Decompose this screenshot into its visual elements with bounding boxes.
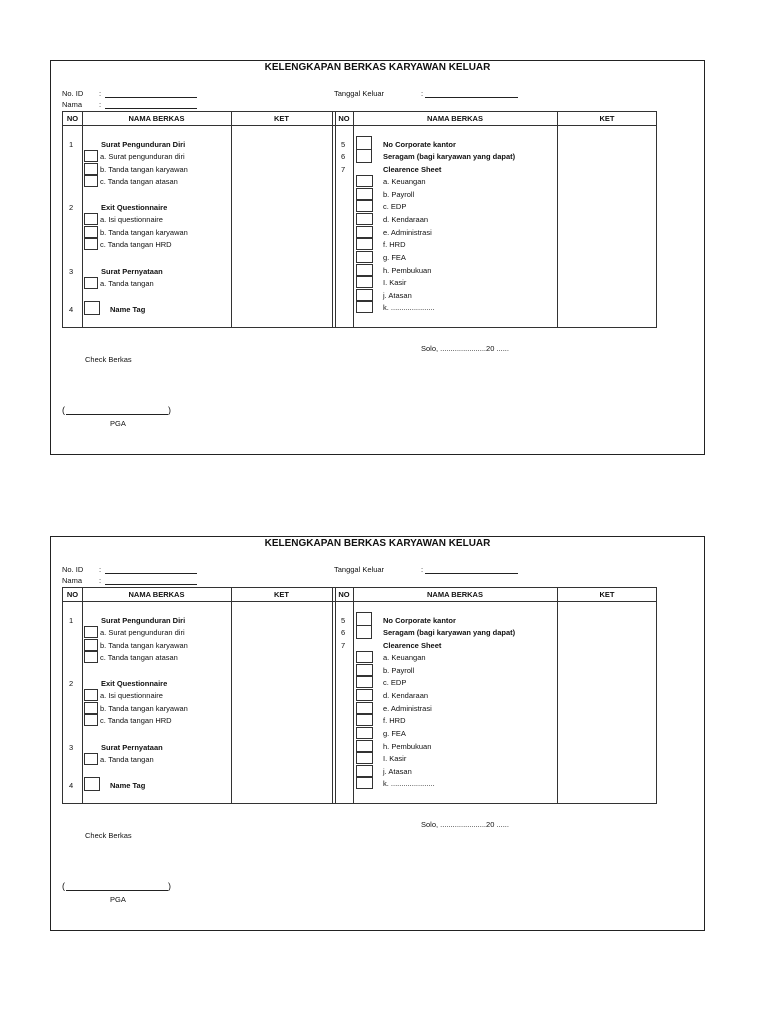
item-clearence-sheet: Clearence Sheet	[383, 165, 442, 174]
sub-item: b. Payroll	[383, 666, 415, 675]
row-number: 4	[69, 781, 74, 790]
sub-item: c. Tanda tangan atasan	[100, 653, 178, 662]
sub-item: d. Kendaraan	[383, 691, 429, 700]
table-header-divider	[63, 125, 656, 126]
col-divider	[335, 112, 336, 327]
nama-label: Nama	[62, 100, 83, 109]
no-id-colon: :	[99, 89, 102, 98]
checkbox[interactable]	[356, 188, 373, 200]
checkbox[interactable]	[84, 714, 98, 726]
checkbox[interactable]	[356, 689, 373, 701]
sub-item: I. Kasir	[383, 754, 407, 763]
checkbox[interactable]	[84, 626, 98, 638]
sub-item: b. Tanda tangan karyawan	[100, 704, 188, 713]
tanggal-keluar-field[interactable]	[425, 573, 518, 574]
item-exit-questionnaire: Exit Questionnaire	[101, 679, 168, 688]
checkbox[interactable]	[356, 175, 373, 187]
sub-item: a. Surat pengunduran diri	[100, 628, 185, 637]
sub-item: e. Administrasi	[383, 228, 432, 237]
checkbox[interactable]	[356, 289, 373, 301]
col-divider	[332, 588, 333, 803]
sub-item: g. FEA	[383, 253, 406, 262]
checkbox[interactable]	[84, 163, 98, 175]
header-nama-berkas: NAMA BERKAS	[427, 114, 483, 123]
header-ket: KET	[274, 114, 289, 123]
sub-item: f. HRD	[383, 716, 406, 725]
checkbox[interactable]	[84, 689, 98, 701]
sub-item: c. EDP	[383, 678, 407, 687]
row-number: 3	[69, 267, 74, 276]
sub-item: b. Tanda tangan karyawan	[100, 165, 188, 174]
berkas-table	[62, 111, 657, 328]
signature-line[interactable]	[66, 890, 168, 891]
checkbox[interactable]	[84, 175, 98, 187]
header-ket: KET	[599, 590, 615, 599]
checkbox[interactable]	[356, 765, 373, 777]
tanggal-keluar-label: Tanggal Keluar	[334, 89, 385, 98]
item-name-tag: Name Tag	[110, 305, 146, 314]
row-number: 1	[69, 616, 74, 625]
checkbox[interactable]	[356, 664, 373, 676]
sub-item: k. .....................	[383, 303, 435, 312]
sub-item: c. Tanda tangan HRD	[100, 716, 172, 725]
tanggal-colon: :	[421, 89, 424, 98]
checkbox[interactable]	[84, 213, 98, 225]
row-number: 5	[341, 616, 346, 625]
row-number: 6	[341, 628, 346, 637]
sub-item: d. Kendaraan	[383, 215, 429, 224]
nama-colon: :	[99, 100, 102, 109]
checkbox[interactable]	[356, 702, 373, 714]
checkbox[interactable]	[356, 301, 373, 313]
checkbox[interactable]	[84, 777, 100, 791]
form-title: KELENGKAPAN BERKAS KARYAWAN KELUAR	[264, 538, 491, 549]
checkbox[interactable]	[356, 136, 372, 150]
checkbox[interactable]	[84, 639, 98, 651]
sub-item: h. Pembukuan	[383, 742, 432, 751]
checkbox[interactable]	[356, 213, 373, 225]
no-id-label: No. ID	[62, 89, 84, 98]
pga-label: PGA	[110, 895, 126, 904]
sub-item: c. Tanda tangan HRD	[100, 240, 172, 249]
checkbox[interactable]	[356, 676, 373, 688]
berkas-table	[62, 587, 657, 804]
item-surat-pengunduran-diri: Surat Pengunduran Diri	[101, 616, 186, 625]
checkbox[interactable]	[84, 753, 98, 765]
checkbox[interactable]	[356, 149, 372, 163]
checkbox[interactable]	[84, 238, 98, 250]
header-no: NO	[66, 590, 79, 599]
row-number: 2	[69, 203, 74, 212]
sub-item: b. Tanda tangan karyawan	[100, 228, 188, 237]
row-number: 6	[341, 152, 346, 161]
checkbox[interactable]	[356, 752, 373, 764]
item-exit-questionnaire: Exit Questionnaire	[101, 203, 168, 212]
checkbox[interactable]	[84, 226, 98, 238]
sub-item: k. .....................	[383, 779, 435, 788]
sub-item: I. Kasir	[383, 278, 407, 287]
sub-item: g. FEA	[383, 729, 406, 738]
sub-item: b. Payroll	[383, 190, 415, 199]
checkbox[interactable]	[356, 651, 373, 663]
nama-colon: :	[99, 576, 102, 585]
header-nama-berkas: NAMA BERKAS	[128, 590, 185, 599]
sub-item: a. Tanda tangan	[100, 279, 154, 288]
row-number: 5	[341, 140, 346, 149]
item-no-corporate-kantor: No Corporate kantor	[383, 140, 456, 149]
sub-item: a. Isi questionnaire	[100, 691, 163, 700]
checkbox[interactable]	[84, 651, 98, 663]
sub-item: f. HRD	[383, 240, 406, 249]
sub-item: j. Atasan	[383, 767, 412, 776]
nama-field[interactable]	[105, 108, 197, 109]
col-divider	[231, 112, 232, 327]
check-berkas-label: Check Berkas	[85, 355, 132, 364]
tanggal-colon: :	[421, 565, 424, 574]
row-number: 1	[69, 140, 74, 149]
sub-item: e. Administrasi	[383, 704, 432, 713]
checkbox[interactable]	[356, 200, 373, 212]
item-clearence-sheet: Clearence Sheet	[383, 641, 442, 650]
header-no: NO	[338, 114, 350, 123]
checkbox[interactable]	[356, 727, 373, 739]
checkbox[interactable]	[356, 625, 372, 639]
checkbox[interactable]	[356, 777, 373, 789]
nama-field[interactable]	[105, 584, 197, 585]
tanggal-keluar-label: Tanggal Keluar	[334, 565, 385, 574]
checkbox[interactable]	[356, 238, 373, 250]
header-no: NO	[338, 590, 350, 599]
col-divider	[82, 112, 83, 327]
sub-item: h. Pembukuan	[383, 266, 432, 275]
no-id-label: No. ID	[62, 565, 84, 574]
solo-date: Solo, ......................20 ......	[421, 344, 509, 353]
sub-item: a. Keuangan	[383, 653, 426, 662]
checkbox[interactable]	[84, 150, 98, 162]
item-seragam: Seragam (bagi karyawan yang dapat)	[383, 152, 516, 161]
checkbox[interactable]	[356, 714, 373, 726]
item-name-tag: Name Tag	[110, 781, 146, 790]
no-id-field[interactable]	[105, 573, 197, 574]
col-divider	[332, 112, 333, 327]
checkbox[interactable]	[84, 301, 100, 315]
signature-open: (	[62, 405, 65, 415]
signature-close: )	[168, 405, 171, 415]
sub-item: a. Surat pengunduran diri	[100, 152, 185, 161]
checkbox[interactable]	[356, 264, 373, 276]
form-title: KELENGKAPAN BERKAS KARYAWAN KELUAR	[264, 62, 491, 73]
sub-item: c. EDP	[383, 202, 407, 211]
checkbox[interactable]	[84, 702, 98, 714]
checkbox[interactable]	[356, 612, 372, 626]
col-divider	[557, 112, 558, 327]
sub-item: a. Tanda tangan	[100, 755, 154, 764]
col-divider	[231, 588, 232, 803]
col-divider	[82, 588, 83, 803]
table-header-divider	[63, 601, 656, 602]
item-surat-pernyataan: Surat Pernyataan	[101, 267, 163, 276]
signature-line[interactable]	[66, 414, 168, 415]
checkbox[interactable]	[356, 226, 373, 238]
checkbox[interactable]	[84, 277, 98, 289]
check-berkas-label: Check Berkas	[85, 831, 132, 840]
signature-close: )	[168, 881, 171, 891]
row-number: 2	[69, 679, 74, 688]
header-nama-berkas: NAMA BERKAS	[128, 114, 185, 123]
tanggal-keluar-field[interactable]	[425, 97, 518, 98]
sub-item: c. Tanda tangan atasan	[100, 177, 178, 186]
checkbox[interactable]	[356, 740, 373, 752]
exit-form-1	[50, 60, 705, 455]
row-number: 4	[69, 305, 74, 314]
header-ket: KET	[599, 114, 615, 123]
row-number: 3	[69, 743, 74, 752]
sub-item: b. Tanda tangan karyawan	[100, 641, 188, 650]
exit-form-2	[50, 536, 705, 931]
pga-label: PGA	[110, 419, 126, 428]
signature-open: (	[62, 881, 65, 891]
header-nama-berkas: NAMA BERKAS	[427, 590, 483, 599]
no-id-field[interactable]	[105, 97, 197, 98]
sub-item: j. Atasan	[383, 291, 412, 300]
col-divider	[557, 588, 558, 803]
col-divider	[353, 588, 354, 803]
checkbox[interactable]	[356, 251, 373, 263]
sub-item: a. Keuangan	[383, 177, 426, 186]
row-number: 7	[341, 641, 346, 650]
item-surat-pernyataan: Surat Pernyataan	[101, 743, 163, 752]
item-no-corporate-kantor: No Corporate kantor	[383, 616, 456, 625]
nama-label: Nama	[62, 576, 83, 585]
header-no: NO	[66, 114, 79, 123]
col-divider	[353, 112, 354, 327]
solo-date: Solo, ......................20 ......	[421, 820, 509, 829]
sub-item: a. Isi questionnaire	[100, 215, 163, 224]
checkbox[interactable]	[356, 276, 373, 288]
col-divider	[335, 588, 336, 803]
item-seragam: Seragam (bagi karyawan yang dapat)	[383, 628, 516, 637]
header-ket: KET	[274, 590, 289, 599]
item-surat-pengunduran-diri: Surat Pengunduran Diri	[101, 140, 186, 149]
no-id-colon: :	[99, 565, 102, 574]
row-number: 7	[341, 165, 346, 174]
